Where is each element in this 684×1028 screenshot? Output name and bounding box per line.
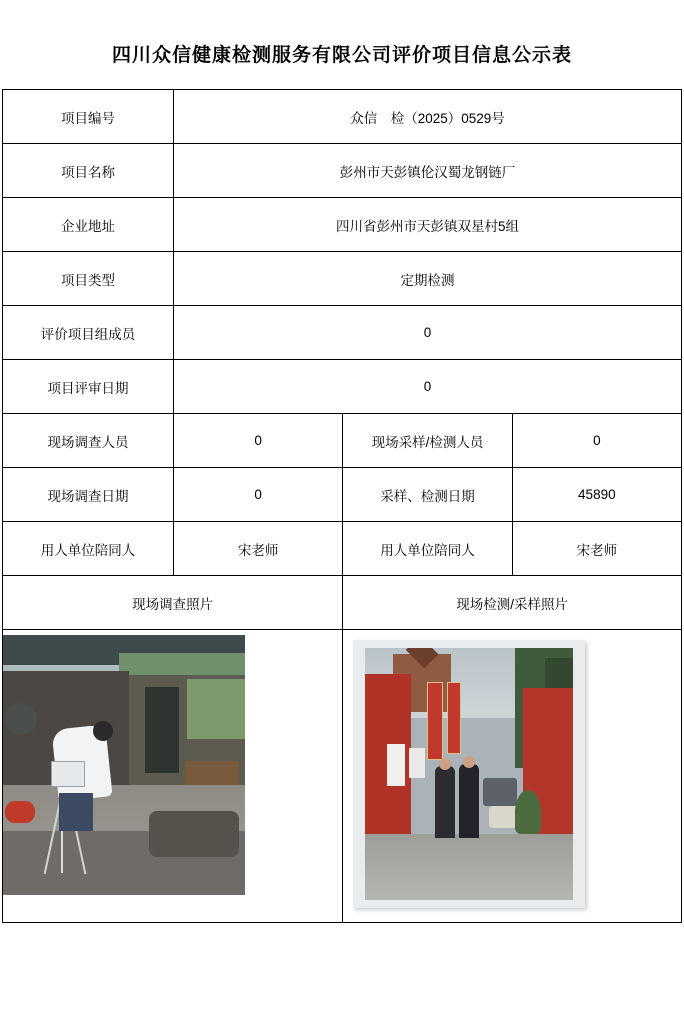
photo-worker-legs [59,793,93,831]
project-info-table [2,89,682,923]
survey-photo-image [3,635,245,895]
sampling-photo [343,630,681,922]
row-label-project-name: 项目名称 [3,144,174,198]
row-label-team-members: 评价项目组成员 [3,306,174,360]
row-value-review-date: 0 [174,360,682,414]
photo-header-survey: 现场调查照片 [3,576,343,630]
survey-photo [3,630,342,922]
table-row [3,144,682,198]
gate-photo-person-two [459,764,479,838]
gate-photo-banner-one [427,682,443,760]
photo-worker-head [93,721,113,741]
gate-photo-vehicle [483,778,517,806]
photo-cell-survey [3,630,343,923]
gate-photo-banner-two [447,682,461,754]
table-row [3,306,682,360]
photo-fan [5,703,37,735]
row-label-sampling-staff: 现场采样/检测人员 [343,414,512,468]
sampling-photo-frame [353,640,585,908]
row-label-survey-staff: 现场调查人员 [3,414,174,468]
table-row [3,90,682,144]
table-row [3,360,682,414]
gate-photo-notice-one [387,744,405,786]
row-value-escort-right: 宋老师 [512,522,681,576]
photo-roof-panel [119,653,245,675]
row-value-company-address: 四川省彭州市天彭镇双星村5组 [174,198,682,252]
photo-header-sampling: 现场检测/采样照片 [343,576,682,630]
table-row [3,414,682,468]
row-label-escort-left: 用人单位陪同人 [3,522,174,576]
photo-red-object [5,801,35,823]
table-row [3,468,682,522]
row-value-survey-staff: 0 [174,414,343,468]
photo-doorway [145,687,179,773]
row-value-escort-left: 宋老师 [174,522,343,576]
row-label-project-type: 项目类型 [3,252,174,306]
row-label-survey-date: 现场调查日期 [3,468,174,522]
gate-photo-person-one [435,766,455,838]
gate-photo-notice-two [409,748,425,778]
row-value-project-number: 众信 检（2025）0529号 [174,90,682,144]
gate-photo-ground [365,834,573,900]
table-row [3,576,682,630]
row-label-company-address: 企业地址 [3,198,174,252]
row-label-sampling-date: 采样、检测日期 [343,468,512,522]
row-label-review-date: 项目评审日期 [3,360,174,414]
photo-foliage [187,679,245,739]
row-value-project-name: 彭州市天彭镇伦汉蜀龙钢链厂 [174,144,682,198]
table-row [3,630,682,923]
photo-chain-pile [149,811,239,857]
table-row [3,252,682,306]
row-value-sampling-staff: 0 [512,414,681,468]
photo-sampling-device [51,761,85,787]
sampling-photo-image [365,648,573,900]
row-value-team-members: 0 [174,306,682,360]
table-row [3,198,682,252]
gate-photo-plant [515,790,541,834]
page-title: 四川众信健康检测服务有限公司评价项目信息公示表 [111,45,572,66]
row-value-project-type: 定期检测 [174,252,682,306]
row-label-project-number: 项目编号 [3,90,174,144]
row-value-survey-date: 0 [174,468,343,522]
row-label-escort-right: 用人单位陪同人 [343,522,512,576]
table-row [3,522,682,576]
photo-cell-sampling [343,630,682,923]
row-value-sampling-date: 45890 [512,468,681,522]
